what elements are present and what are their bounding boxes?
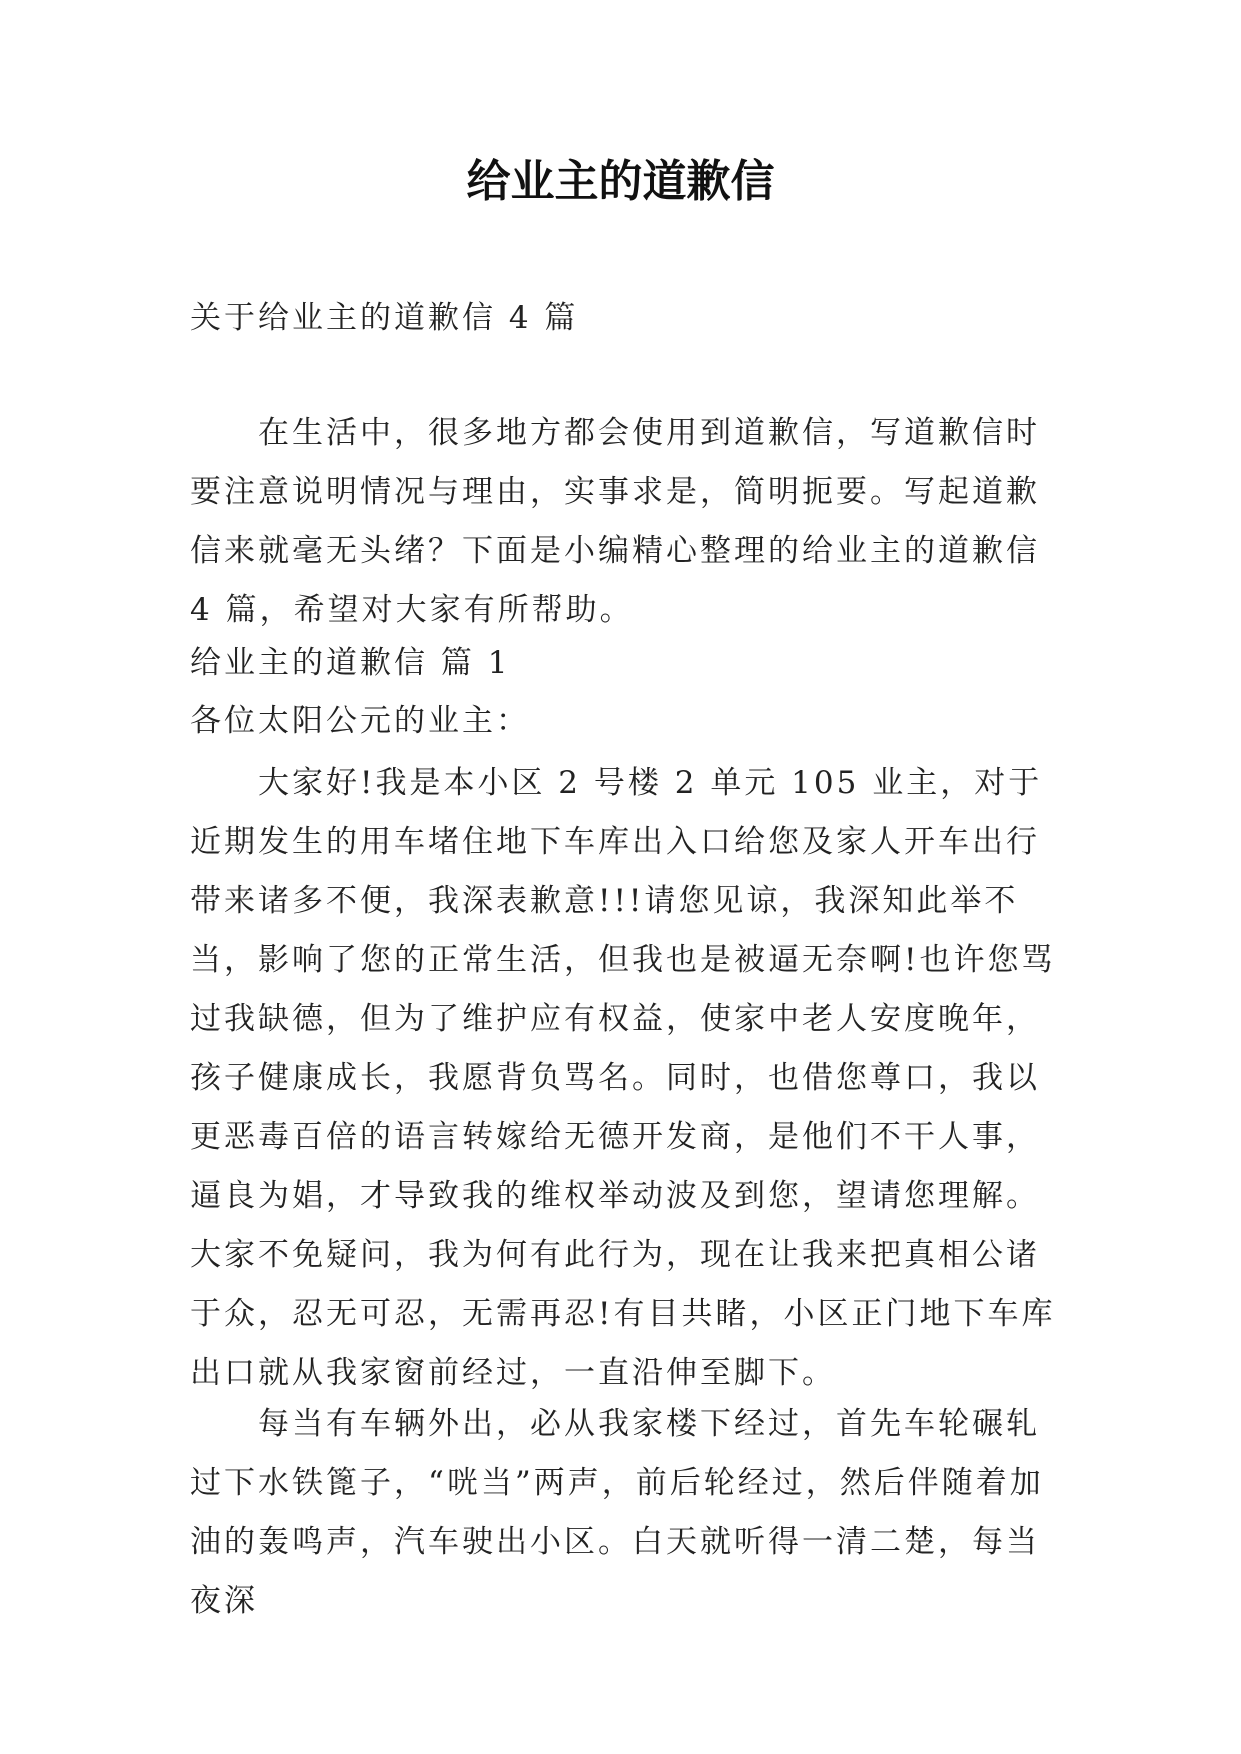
body-paragraph-1: 大家好!我是本小区 2 号楼 2 单元 105 业主，对于近期发生的用车堵住地下车库出入口给您及家人开车出行带来诸多不便，我深表歉意!!!请您见谅，我深知此举不当，影响了您的正常生活，但我也是被逼无奈啊!也许您骂过我缺德，但为了维护应有权益，使家中老人安度晚年，孩子健康成长，我愿背负骂名。同时，也借您尊口，我以更恶毒百倍的语言转嫁给无德开发商，是他们不干人事，逼良为娼，才导致我的维权举动波及到您，望请您理解。 大家不免疑问，我为何有此行为，现在让我来把真相公诸于众，忍无可忍，无需再忍!有目共睹，小区正门地下车库出口就从我家窗前经过，一直沿伸至脚下。 <box>190 765 1056 1391</box>
document-subtitle: 关于给业主的道歉信 4 篇 <box>190 300 579 336</box>
body-paragraph-2: 每当有车辆外出，必从我家楼下经过，首先车轮碾轧过下水铁篦子，“咣当”两声，前后轮经过，然后伴随着加油的轰鸣声，汽车驶出小区。白天就听得一清二楚，每当夜深 <box>190 1406 1044 1619</box>
salutation: 各位太阳公元的业主： <box>190 703 530 739</box>
document-title: 给业主的道歉信 <box>466 156 775 207</box>
section-heading: 给业主的道歉信 篇 1 <box>190 645 511 681</box>
intro-paragraph: 在生活中，很多地方都会使用到道歉信，写道歉信时要注意说明情况与理由，实事求是，简明扼要。写起道歉信来就毫无头绪？下面是小编精心整理的给业主的道歉信 4 篇，希望对大家有所帮助。 <box>190 415 1040 628</box>
